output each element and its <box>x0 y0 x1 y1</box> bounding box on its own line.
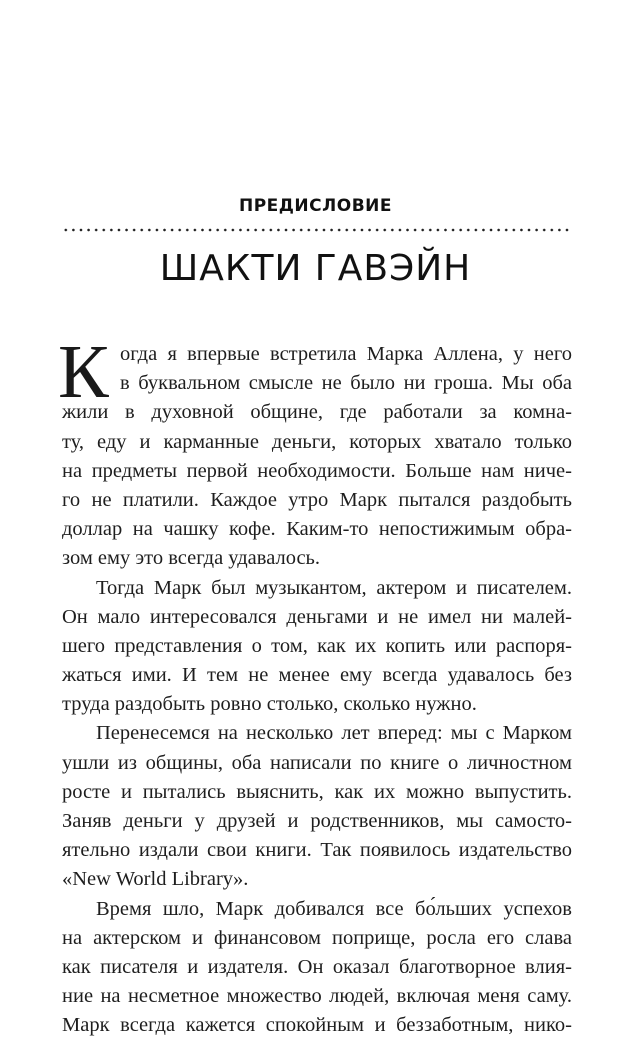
text-line: зом ему это всегда удавалось. <box>62 547 321 570</box>
text-line: шего представления о том, как их копить или распоря- <box>62 634 572 657</box>
text-line: Перенесемся на несколько лет вперед: мы с Марком <box>96 722 572 745</box>
author-heading: ШАКТИ ГАВЭЙН <box>159 248 472 289</box>
dotted-divider <box>62 226 572 234</box>
text-line: «New World Library». <box>62 868 249 891</box>
text-line: Время шло, Марк добивался все бо́льших успехов <box>96 897 572 920</box>
text-line: го не платили. Каждое утро Марк пытался раздобыть <box>62 488 572 511</box>
text-line: огда я впервые встретила Марка Аллена, у него <box>120 343 572 365</box>
section-label: ПРЕДИСЛОВИЕ <box>238 196 392 216</box>
text-line: в буквальном смысле не было ни гроша. Мы оба <box>120 372 572 395</box>
text-line: жили в духовной общине, где работали за комна- <box>62 401 572 424</box>
text-line: на актерском и финансовом поприще, росла его слава <box>62 926 572 949</box>
text-line: Марк всегда кажется спокойным и беззаботным, нико- <box>62 1014 572 1037</box>
text-line: как писателя и издателя. Он оказал благотворное влия- <box>62 955 572 978</box>
text-line: на предметы первой необходимости. Больше нам ниче- <box>62 459 572 482</box>
text-line: доллар на чашку кофе. Каким-то непостижимым обра- <box>62 518 572 541</box>
text-line: ту, еду и карманные деньги, которых хватало только <box>62 430 572 453</box>
text-line: жаться ими. И тем не менее ему всегда удавалось без <box>62 664 572 687</box>
drop-cap: К <box>58 330 109 414</box>
text-line: ние на несметное множество людей, включая меня саму. <box>62 985 572 1008</box>
text-line: Тогда Марк был музыкантом, актером и писателем. <box>96 576 572 599</box>
body-text <box>58 330 572 1041</box>
text-line: ятельно издали свои книги. Так появилось издательство <box>62 839 572 862</box>
text-line: росте и пытались выяснить, как их можно выпустить. <box>62 780 572 803</box>
text-line: ушли из общины, оба написали по книге о личностном <box>62 751 572 774</box>
text-line: Заняв деньги у друзей и родственников, мы самосто- <box>62 810 572 832</box>
text-line: труда раздобыть ровно столько, сколько нужно. <box>62 693 477 716</box>
text-line: Он мало интересовался деньгами и не имел ни малей- <box>62 605 572 628</box>
